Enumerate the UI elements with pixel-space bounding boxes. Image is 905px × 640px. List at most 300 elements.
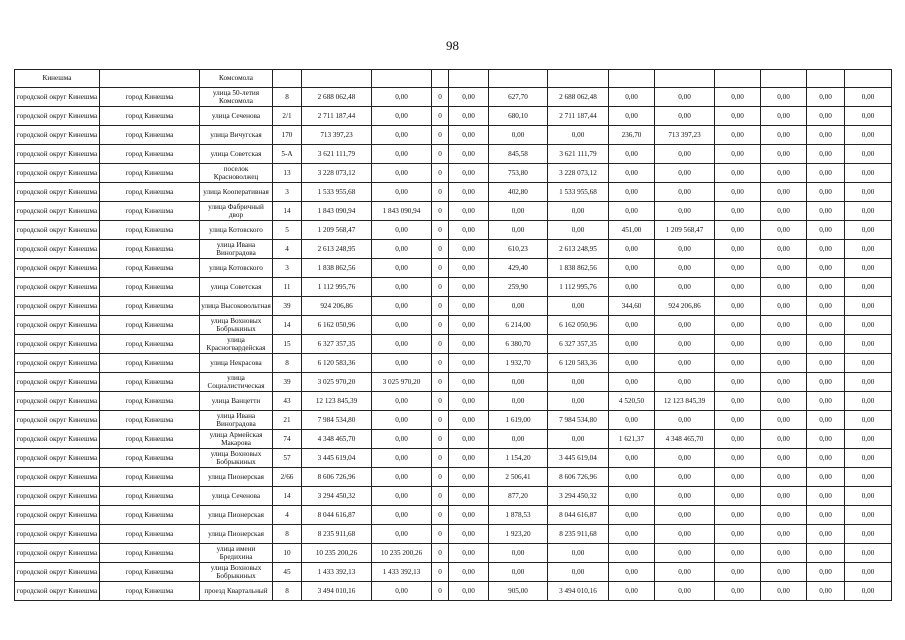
table-cell (845, 70, 892, 88)
cell-count: 0 (432, 487, 449, 506)
cell-cost-d: 0,00 (807, 107, 845, 126)
cell-count: 0 (432, 259, 449, 278)
cell-total-cost: 3 025 970,20 (302, 373, 372, 392)
cell-area: 1 923,20 (489, 525, 548, 544)
cell-cost-e: 0,00 (761, 468, 807, 487)
cell-cost-e: 0,00 (845, 278, 892, 297)
cell-count: 0 (432, 506, 449, 525)
cell-house-number: 3 (273, 259, 302, 278)
cell-cost-b: 7 984 534,80 (548, 411, 609, 430)
cell-settlement: город Кинешма (100, 430, 200, 449)
cell-house-number: 4 (273, 240, 302, 259)
cell-area: 877,20 (489, 487, 548, 506)
cell-total-cost: 1 533 955,68 (302, 183, 372, 202)
cell-area: 429,40 (489, 259, 548, 278)
cell-settlement: город Кинешма (100, 145, 200, 164)
cell-cost-a: 0,00 (449, 297, 489, 316)
cell-house-number: 2/66 (273, 468, 302, 487)
cell-area-2: 0,00 (609, 582, 655, 601)
cell-total-cost: 3 621 111,79 (302, 145, 372, 164)
cell-cost-a: 0,00 (449, 202, 489, 221)
table-row (15, 430, 892, 449)
cell-cost-c: 0,00 (655, 487, 715, 506)
cell-cost-e: 0,00 (845, 202, 892, 221)
table-row (15, 259, 892, 278)
table-cell (449, 70, 489, 88)
cell-area-2: 0,00 (609, 145, 655, 164)
cell-cost-e: 0,00 (845, 259, 892, 278)
cell-street: улица Котовского (200, 259, 273, 278)
cell-cost-c: 0,00 (655, 563, 715, 582)
table-cell (372, 70, 432, 88)
cell-house-number: 39 (273, 373, 302, 392)
cell-total-cost: 8 235 911,68 (302, 525, 372, 544)
cell-cost-a: 0,00 (449, 506, 489, 525)
cell-area: 845,58 (489, 145, 548, 164)
table-row (15, 70, 892, 88)
cell-municipality: городской округ Кинешма (15, 240, 100, 259)
cell-street: улица Фабричный двор (200, 202, 273, 221)
cell-street: улица Вохновых Бобрыкиных (200, 449, 273, 468)
cell-count: 0 (432, 221, 449, 240)
table-cell (273, 70, 302, 88)
cell-cost-d: 0,00 (715, 449, 761, 468)
cell-cost-b: 3 228 073,12 (548, 164, 609, 183)
table-row (15, 506, 892, 525)
cell-count: 0 (432, 544, 449, 563)
cell-municipality: городской округ Кинешма (15, 297, 100, 316)
cell-cost-a: 0,00 (449, 240, 489, 259)
cell-house-number: 43 (273, 392, 302, 411)
cell-cost-c: 0,00 (655, 202, 715, 221)
cell-area-2: 451,00 (609, 221, 655, 240)
cell-cost-b: 8 235 911,68 (548, 525, 609, 544)
cell-cost-c: 0,00 (655, 240, 715, 259)
cell-area: 0,00 (489, 297, 548, 316)
cell-total-cost: 3 494 010,16 (302, 582, 372, 601)
cell-municipality: городской округ Кинешма (15, 88, 100, 107)
cell-municipality: городской округ Кинешма (15, 506, 100, 525)
cell-area-2: 0,00 (609, 164, 655, 183)
cell-total-cost: 1 112 995,76 (302, 278, 372, 297)
cell-cost-a: 0,00 (449, 373, 489, 392)
cell-street: улица Советская (200, 278, 273, 297)
cell-cost-d: 0,00 (715, 411, 761, 430)
cell-cost-roof: 0,00 (372, 449, 432, 468)
cell-cost-d: 0,00 (807, 278, 845, 297)
cell-cost-b: 3 445 619,04 (548, 449, 609, 468)
cell-cost-e: 0,00 (761, 145, 807, 164)
cell-house-number: 8 (273, 582, 302, 601)
cell-street: улица Котовского (200, 221, 273, 240)
cell-cost-c: 924 206,86 (655, 297, 715, 316)
cell-cost-e: 0,00 (761, 221, 807, 240)
table-row (15, 316, 892, 335)
cell-settlement: город Кинешма (100, 335, 200, 354)
cell-cost-roof: 0,00 (372, 126, 432, 145)
cell-cost-d: 0,00 (715, 240, 761, 259)
cell-municipality: городской округ Кинешма (15, 259, 100, 278)
cell-area-2: 0,00 (609, 373, 655, 392)
cell-cost-c: 0,00 (655, 544, 715, 563)
table-row (15, 88, 892, 107)
cell-house-number: 8 (273, 88, 302, 107)
cell-count: 0 (432, 183, 449, 202)
cell-area: 1 932,70 (489, 354, 548, 373)
cell-cost-e: 0,00 (761, 183, 807, 202)
table-cell (761, 70, 807, 88)
table-cell (100, 70, 200, 88)
cell-total-cost: 1 433 392,13 (302, 563, 372, 582)
cell-cost-d: 0,00 (715, 316, 761, 335)
cell-cost-e: 0,00 (761, 430, 807, 449)
cell-total-cost: 1 843 090,94 (302, 202, 372, 221)
cell-count: 0 (432, 297, 449, 316)
cell-cost-d: 0,00 (715, 88, 761, 107)
cell-cost-roof: 0,00 (372, 278, 432, 297)
cell-area-2: 0,00 (609, 278, 655, 297)
cell-cost-e: 0,00 (761, 335, 807, 354)
cell-street: улица Пионерская (200, 506, 273, 525)
cell-cost-e: 0,00 (761, 88, 807, 107)
cell-cost-a: 0,00 (449, 430, 489, 449)
cell-settlement: город Кинешма (100, 411, 200, 430)
cell-cost-c: 0,00 (655, 183, 715, 202)
cell-cost-d: 0,00 (715, 354, 761, 373)
cell-house-number: 39 (273, 297, 302, 316)
cell-street: улица Вичугская (200, 126, 273, 145)
cell-area-2: 1 621,37 (609, 430, 655, 449)
cell-municipality: городской округ Кинешма (15, 183, 100, 202)
cell-municipality: городской округ Кинешма (15, 164, 100, 183)
cell-cost-a: 0,00 (449, 449, 489, 468)
cell-cost-c: 0,00 (655, 335, 715, 354)
cell-cost-c: 0,00 (655, 164, 715, 183)
cell-house-number: 14 (273, 316, 302, 335)
cell-cost-e: 0,00 (845, 373, 892, 392)
cell-cost-e: 0,00 (845, 126, 892, 145)
cell-cost-d: 0,00 (715, 259, 761, 278)
cell-cost-e: 0,00 (761, 487, 807, 506)
cell-total-cost: 4 348 465,70 (302, 430, 372, 449)
cell-cost-d: 0,00 (715, 582, 761, 601)
cell-area-2: 344,60 (609, 297, 655, 316)
cell-cost-b: 8 606 726,96 (548, 468, 609, 487)
cell-cost-e: 0,00 (761, 506, 807, 525)
cell-cost-d: 0,00 (715, 468, 761, 487)
cell-total-cost: 6 120 583,36 (302, 354, 372, 373)
cell-cost-d: 0,00 (715, 145, 761, 164)
cell-cost-b: 1 533 955,68 (548, 183, 609, 202)
cell-cost-d: 0,00 (807, 145, 845, 164)
cell-cost-d: 0,00 (807, 544, 845, 563)
cell-cost-d: 0,00 (807, 316, 845, 335)
cell-cost-c: 0,00 (655, 411, 715, 430)
table-row (15, 468, 892, 487)
cell-cost-d: 0,00 (715, 107, 761, 126)
cell-house-number: 8 (273, 354, 302, 373)
cell-cost-c: 1 209 568,47 (655, 221, 715, 240)
table-row (15, 202, 892, 221)
cell-area: 1 878,53 (489, 506, 548, 525)
cell-cost-e: 0,00 (845, 107, 892, 126)
cell-cost-roof: 0,00 (372, 487, 432, 506)
cell-municipality: городской округ Кинешма (15, 544, 100, 563)
cell-total-cost: 3 294 450,32 (302, 487, 372, 506)
table-row (15, 563, 892, 582)
cell-cost-a: 0,00 (449, 411, 489, 430)
cell-area-2: 0,00 (609, 107, 655, 126)
cell-cost-d: 0,00 (807, 449, 845, 468)
table-cell (432, 70, 449, 88)
cell-cost-e: 0,00 (761, 582, 807, 601)
cell-cost-e: 0,00 (845, 411, 892, 430)
cell-street: улица Сеченова (200, 487, 273, 506)
table-cell (655, 70, 715, 88)
cell-area: 905,00 (489, 582, 548, 601)
cell-cost-e: 0,00 (761, 297, 807, 316)
cell-cost-b: 0,00 (548, 297, 609, 316)
cell-cost-roof: 0,00 (372, 354, 432, 373)
cell-count: 0 (432, 582, 449, 601)
cell-cost-d: 0,00 (807, 164, 845, 183)
cell-street: улица Красногвардейская (200, 335, 273, 354)
table-row (15, 126, 892, 145)
cell-count: 0 (432, 164, 449, 183)
cell-total-cost: 8 606 726,96 (302, 468, 372, 487)
cell-cost-b: 3 494 010,16 (548, 582, 609, 601)
cell-area: 0,00 (489, 430, 548, 449)
cell-cost-b: 6 327 357,35 (548, 335, 609, 354)
cell-settlement: город Кинешма (100, 164, 200, 183)
table-cell (302, 70, 372, 88)
cell-house-number: 57 (273, 449, 302, 468)
cell-settlement: город Кинешма (100, 582, 200, 601)
cell-settlement: город Кинешма (100, 525, 200, 544)
cell-total-cost: 10 235 200,26 (302, 544, 372, 563)
cell-cost-c: 0,00 (655, 525, 715, 544)
cell-area: 0,00 (489, 202, 548, 221)
cell-cost-e: 0,00 (845, 164, 892, 183)
cell-cost-e: 0,00 (761, 373, 807, 392)
cell-count: 0 (432, 468, 449, 487)
cell-area: 1 154,20 (489, 449, 548, 468)
cell-street: проезд Квартальный (200, 582, 273, 601)
cell-cost-e: 0,00 (845, 145, 892, 164)
cell-area-2: 0,00 (609, 88, 655, 107)
cell-area-2: 4 520,50 (609, 392, 655, 411)
cell-cost-d: 0,00 (715, 525, 761, 544)
cell-municipality: городской округ Кинешма (15, 278, 100, 297)
cell-municipality: городской округ Кинешма (15, 145, 100, 164)
cell-cost-a: 0,00 (449, 525, 489, 544)
cell-cost-d: 0,00 (807, 430, 845, 449)
cell-street: улица Высоковольтная (200, 297, 273, 316)
cell-cost-e: 0,00 (845, 468, 892, 487)
cell-municipality: городской округ Кинешма (15, 563, 100, 582)
cell-cost-d: 0,00 (715, 487, 761, 506)
cell-cost-e: 0,00 (845, 240, 892, 259)
cell-area: 402,80 (489, 183, 548, 202)
cell-cost-d: 0,00 (807, 525, 845, 544)
cell-settlement: город Кинешма (100, 392, 200, 411)
cell-cost-a: 0,00 (449, 544, 489, 563)
cell-settlement: город Кинешма (100, 259, 200, 278)
table-row (15, 183, 892, 202)
cell-cost-c: 0,00 (655, 259, 715, 278)
cell-cost-a: 0,00 (449, 88, 489, 107)
cell-street: улица Советская (200, 145, 273, 164)
cell-total-cost: 12 123 845,39 (302, 392, 372, 411)
cell-house-number: 5-А (273, 145, 302, 164)
cell-cost-d: 0,00 (807, 392, 845, 411)
cell-cost-a: 0,00 (449, 126, 489, 145)
cell-municipality: городской округ Кинешма (15, 525, 100, 544)
cell-cost-roof: 0,00 (372, 259, 432, 278)
cell-cost-b: 3 621 111,79 (548, 145, 609, 164)
cell-count: 0 (432, 373, 449, 392)
cell-cost-d: 0,00 (807, 373, 845, 392)
cell-total-cost: 8 044 616,87 (302, 506, 372, 525)
cell-cost-e: 0,00 (845, 392, 892, 411)
cell-total-cost: 2 688 062,48 (302, 88, 372, 107)
cell-total-cost: 7 984 534,80 (302, 411, 372, 430)
cell-street: улица Некрасова (200, 354, 273, 373)
cell-cost-e: 0,00 (845, 544, 892, 563)
cell-settlement: город Кинешма (100, 107, 200, 126)
cell-cost-a: 0,00 (449, 335, 489, 354)
table-row (15, 240, 892, 259)
cell-count: 0 (432, 202, 449, 221)
cell-cost-a: 0,00 (449, 468, 489, 487)
cell-total-cost: 2 711 187,44 (302, 107, 372, 126)
cell-area-2: 0,00 (609, 202, 655, 221)
cell-cost-b: 0,00 (548, 430, 609, 449)
cell-area: 2 506,41 (489, 468, 548, 487)
cell-cost-e: 0,00 (845, 335, 892, 354)
cell-cost-d: 0,00 (715, 202, 761, 221)
cell-cost-e: 0,00 (845, 354, 892, 373)
cell-cost-roof: 0,00 (372, 392, 432, 411)
table-row (15, 544, 892, 563)
cell-area: 610,23 (489, 240, 548, 259)
cell-house-number: 10 (273, 544, 302, 563)
cell-cost-d: 0,00 (715, 297, 761, 316)
cell-cost-d: 0,00 (807, 354, 845, 373)
cell-area: 0,00 (489, 392, 548, 411)
cell-cost-e: 0,00 (845, 221, 892, 240)
cell-cost-a: 0,00 (449, 164, 489, 183)
cell-municipality: городской округ Кинешма (15, 126, 100, 145)
cell-settlement: город Кинешма (100, 316, 200, 335)
cell-cost-e: 0,00 (761, 563, 807, 582)
cell-cost-b: 0,00 (548, 544, 609, 563)
table-cell (715, 70, 761, 88)
cell-cost-c: 0,00 (655, 468, 715, 487)
table-row (15, 392, 892, 411)
cell-cost-e: 0,00 (761, 126, 807, 145)
cell-area: 0,00 (489, 544, 548, 563)
cell-cost-c: 0,00 (655, 88, 715, 107)
cell-house-number: 74 (273, 430, 302, 449)
table-row (15, 297, 892, 316)
cell-cost-d: 0,00 (715, 183, 761, 202)
cell-municipality: городской округ Кинешма (15, 335, 100, 354)
cell-total-cost: 713 397,23 (302, 126, 372, 145)
table-row (15, 221, 892, 240)
cell-street: улица Сеченова (200, 107, 273, 126)
table-row (15, 449, 892, 468)
cell-house-number: 45 (273, 563, 302, 582)
table-row (15, 373, 892, 392)
cell-settlement: город Кинешма (100, 240, 200, 259)
cell-total-cost: 3 445 619,04 (302, 449, 372, 468)
cell-total-cost: 6 162 050,96 (302, 316, 372, 335)
cell-area-2: 0,00 (609, 563, 655, 582)
cell-street: улица Пионерская (200, 525, 273, 544)
cell-municipality: городской округ Кинешма (15, 468, 100, 487)
cell-cost-b: 0,00 (548, 202, 609, 221)
cell-cost-a: 0,00 (449, 563, 489, 582)
cell-cost-e: 0,00 (845, 449, 892, 468)
cell-cost-a: 0,00 (449, 316, 489, 335)
cell-cost-a: 0,00 (449, 107, 489, 126)
cell-house-number: 170 (273, 126, 302, 145)
cell-cost-d: 0,00 (807, 335, 845, 354)
cell-total-cost: 3 228 073,12 (302, 164, 372, 183)
cell-total-cost: 924 206,86 (302, 297, 372, 316)
cell-area-2: 0,00 (609, 487, 655, 506)
cell-cost-b: 6 120 583,36 (548, 354, 609, 373)
cell-cost-d: 0,00 (715, 430, 761, 449)
cell-street: улица Ивана Виноградова (200, 240, 273, 259)
cell-cost-a: 0,00 (449, 582, 489, 601)
cell-street: улица Социалистическая (200, 373, 273, 392)
table-cell: Комсомола (200, 70, 273, 88)
cell-cost-e: 0,00 (761, 411, 807, 430)
cell-cost-b: 1 838 862,56 (548, 259, 609, 278)
cell-settlement: город Кинешма (100, 88, 200, 107)
cell-area-2: 0,00 (609, 506, 655, 525)
cell-house-number: 3 (273, 183, 302, 202)
cell-area-2: 0,00 (609, 468, 655, 487)
cell-settlement: город Кинешма (100, 563, 200, 582)
cell-cost-e: 0,00 (761, 107, 807, 126)
cell-cost-d: 0,00 (807, 259, 845, 278)
cell-area: 0,00 (489, 126, 548, 145)
cell-municipality: городской округ Кинешма (15, 392, 100, 411)
cell-area-2: 0,00 (609, 240, 655, 259)
cell-area: 259,90 (489, 278, 548, 297)
cell-municipality: городской округ Кинешма (15, 582, 100, 601)
cell-cost-e: 0,00 (845, 506, 892, 525)
cell-cost-roof: 0,00 (372, 183, 432, 202)
cell-cost-b: 0,00 (548, 563, 609, 582)
table-cell: Кинешма (15, 70, 100, 88)
cell-total-cost: 1 838 862,56 (302, 259, 372, 278)
cell-cost-roof: 0,00 (372, 107, 432, 126)
cell-area-2: 236,70 (609, 126, 655, 145)
cell-cost-c: 0,00 (655, 107, 715, 126)
cell-cost-d: 0,00 (807, 411, 845, 430)
cell-cost-c: 12 123 845,39 (655, 392, 715, 411)
cell-cost-d: 0,00 (715, 278, 761, 297)
cell-cost-d: 0,00 (807, 88, 845, 107)
cell-municipality: городской округ Кинешма (15, 449, 100, 468)
cell-cost-a: 0,00 (449, 259, 489, 278)
table-row (15, 145, 892, 164)
cell-municipality: городской округ Кинешма (15, 202, 100, 221)
